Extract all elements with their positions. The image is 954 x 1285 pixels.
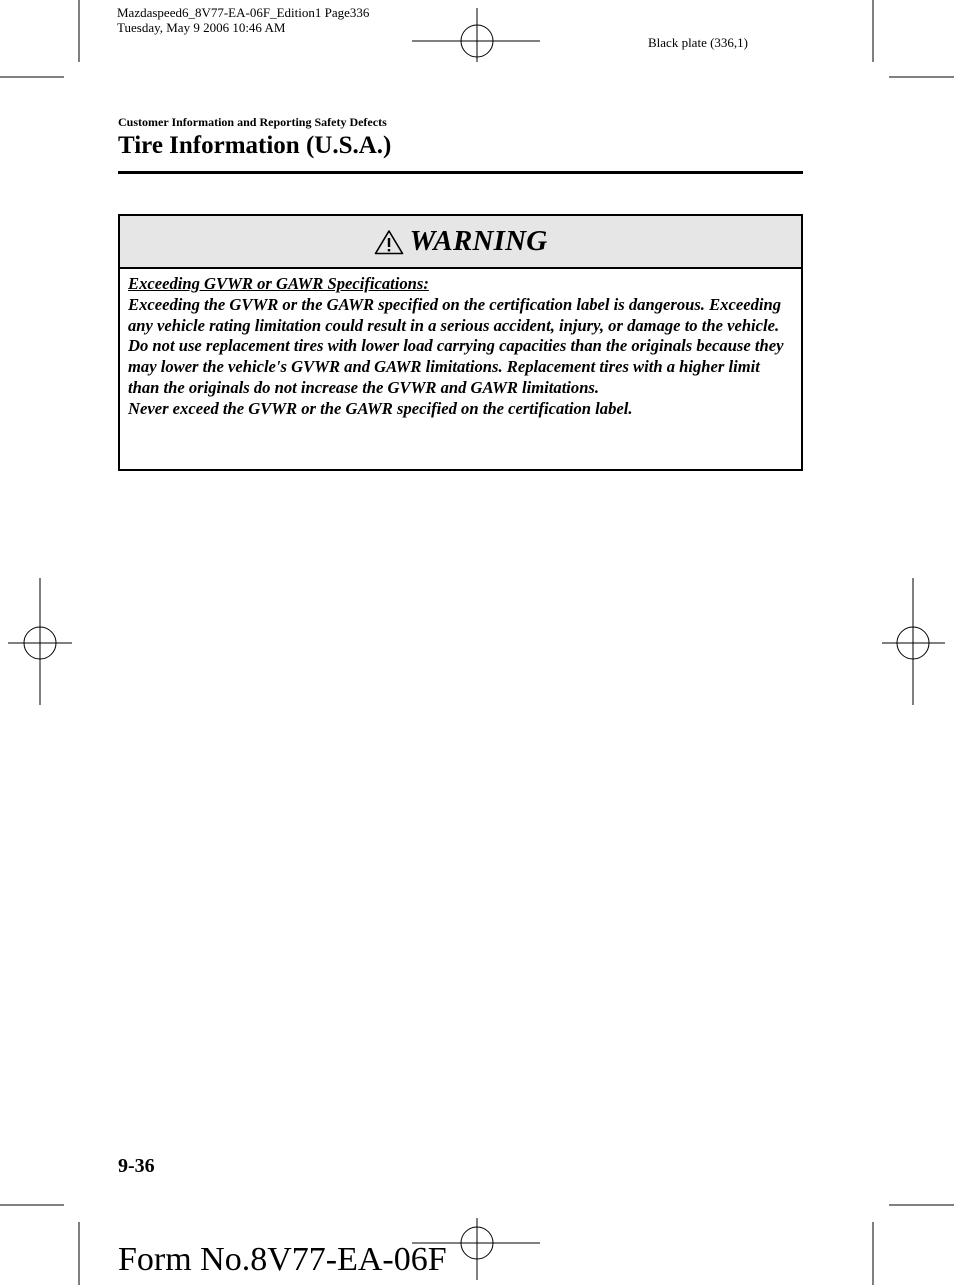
page-number: 9-36 bbox=[118, 1155, 155, 1177]
warning-box bbox=[118, 214, 803, 471]
title-rule bbox=[118, 171, 803, 174]
warning-paragraph: Exceeding the GVWR or the GAWR specified on the certification label is dangerous. Exceeding any vehicle rating limitation could result in a serious accident, injury, or damage to the vehicle. bbox=[128, 294, 781, 335]
warning-paragraph: Do not use replacement tires with lower load carrying capacities than the originals because they may lower the vehicle's GVWR and GAWR limitations. Replacement tires with a higher limit than the originals do not increase the GVWR and GAWR limitations. bbox=[128, 336, 784, 397]
warning-body bbox=[120, 269, 801, 420]
warning-header bbox=[120, 216, 801, 269]
form-number: Form No.8V77-EA-06F bbox=[118, 1241, 447, 1278]
warning-paragraph: Never exceed the GVWR or the GAWR specified on the certification label. bbox=[128, 398, 633, 418]
section-label: Customer Information and Reporting Safety Defects bbox=[118, 115, 387, 129]
warning-heading: WARNING bbox=[409, 225, 548, 257]
print-plate: Black plate (336,1) bbox=[648, 35, 748, 50]
warning-subheading: Exceeding GVWR or GAWR Specifications: bbox=[128, 274, 429, 293]
warning-triangle-icon bbox=[374, 229, 404, 255]
print-file-line: Mazdaspeed6_8V77-EA-06F_Edition1 Page336 bbox=[117, 5, 370, 20]
print-date-line: Tuesday, May 9 2006 10:46 AM bbox=[117, 20, 286, 35]
page-title: Tire Information (U.S.A.) bbox=[118, 132, 392, 159]
